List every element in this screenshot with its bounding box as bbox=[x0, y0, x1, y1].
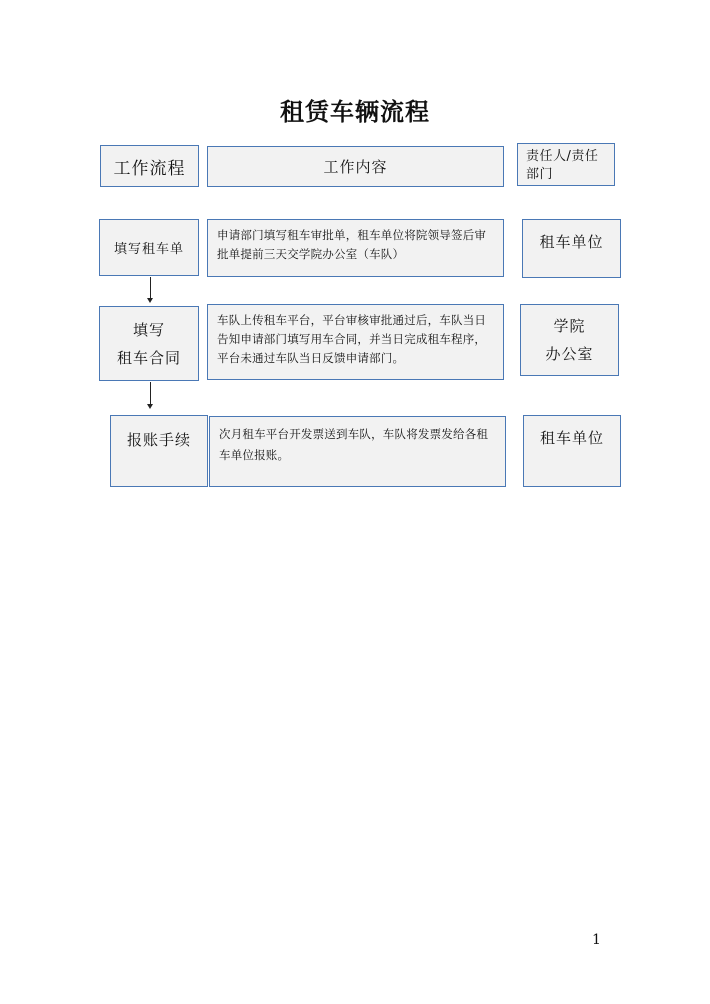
step-fill-rental-contract-content-text: 车队上传租车平台，平台审核审批通过后，车队当日告知申请部门填写用车合同，并当日完成租车程序，平台未通过车队当日反馈申请部门。 bbox=[217, 313, 487, 365]
flow-arrow-head bbox=[147, 404, 153, 409]
header-responsible-label: 责任人/责任部门 bbox=[526, 149, 599, 182]
step-fill-rental-form-content-text: 申请部门填写租车审批单，租车单位将院领导签后审批单提前三天交学院办公室（车队） bbox=[217, 228, 487, 261]
step-reimbursement-content-text: 次月租车平台开发票送到车队，车队将发票发给各租车单位报账。 bbox=[219, 427, 489, 462]
step-fill-rental-form-label: 填写租车单 bbox=[113, 242, 184, 257]
flow-arrow-head bbox=[147, 298, 153, 303]
page-title: 租赁车辆流程 bbox=[280, 97, 430, 126]
step-fill-rental-contract bbox=[99, 306, 199, 381]
step-fill-rental-contract-label-line2: 租车合同 bbox=[116, 348, 181, 367]
step-fill-rental-contract-content bbox=[207, 304, 504, 380]
step-fill-rental-contract-responsible-line2: 办公室 bbox=[545, 345, 594, 363]
step-reimbursement-responsible-label: 租车单位 bbox=[539, 429, 604, 447]
page-number: 1 bbox=[592, 932, 601, 948]
header-responsible bbox=[517, 143, 615, 186]
header-workflow-label: 工作流程 bbox=[113, 158, 186, 179]
step-fill-rental-contract-responsible-line1: 学院 bbox=[553, 317, 586, 335]
header-content bbox=[207, 146, 504, 187]
step-fill-rental-contract-label-line1: 填写 bbox=[132, 320, 165, 339]
step-fill-rental-form-responsible-label: 租车单位 bbox=[539, 233, 604, 251]
step-fill-rental-form-responsible bbox=[522, 219, 621, 278]
step-fill-rental-form-content bbox=[207, 219, 504, 277]
step-reimbursement-responsible bbox=[523, 415, 621, 487]
step-reimbursement-label: 报账手续 bbox=[126, 431, 191, 449]
step-fill-rental-form bbox=[99, 219, 199, 276]
flow-arrow-line bbox=[150, 277, 151, 298]
step-reimbursement-content bbox=[209, 416, 506, 487]
header-content-label: 工作内容 bbox=[323, 158, 388, 176]
step-reimbursement bbox=[110, 415, 208, 487]
step-fill-rental-contract-responsible bbox=[520, 304, 619, 376]
flow-arrow-line bbox=[150, 382, 151, 404]
header-workflow bbox=[100, 145, 199, 187]
